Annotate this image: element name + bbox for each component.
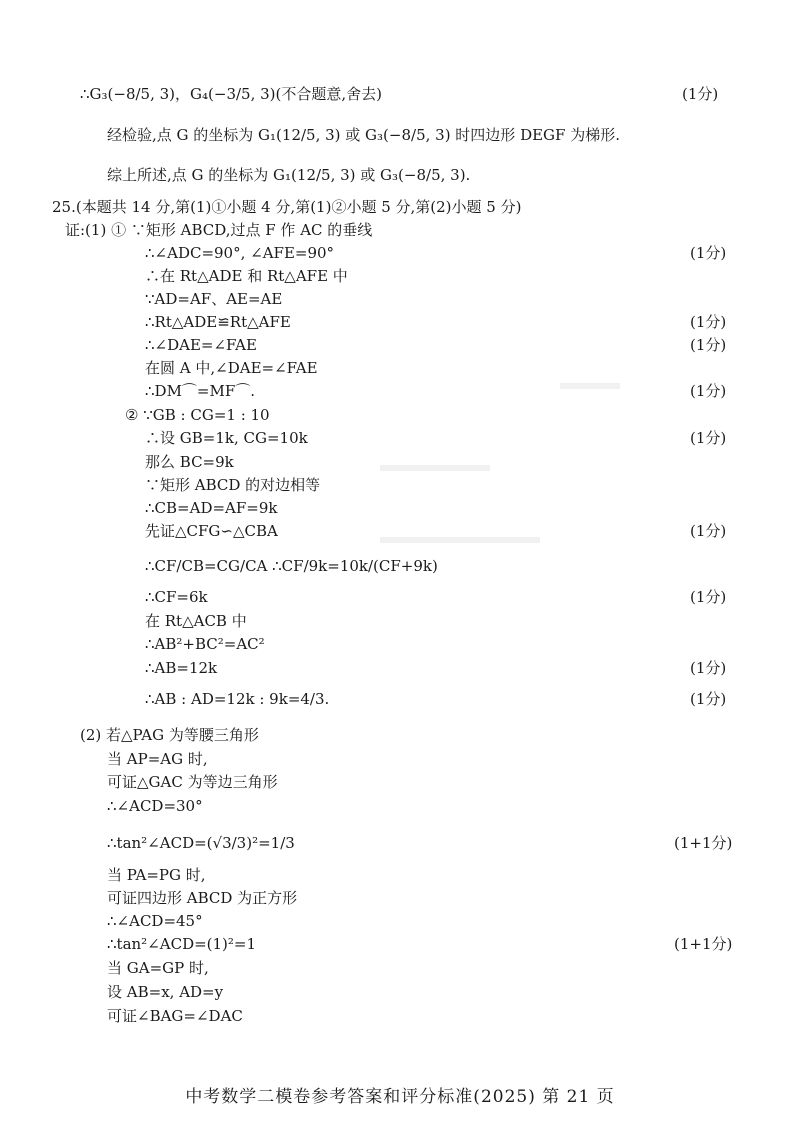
score-mark: (1分) [690, 244, 727, 262]
solution-line: ∴CF=6k [145, 588, 208, 606]
solution-line: ∴∠ADC=90°, ∠AFE=90° [145, 244, 335, 262]
score-mark: (1分) [690, 522, 727, 540]
solution-line: ∴tan²∠ACD=(1)²=1 [107, 935, 257, 953]
scan-smudge [560, 383, 620, 389]
solution-line: ∵AD=AF、AE=AE [145, 290, 283, 308]
solution-line: 在 Rt△ACB 中 [145, 612, 247, 630]
scan-smudge [380, 465, 490, 471]
solution-line: ∴G₃(−8/5, 3)，G₄(−3/5, 3)(不合题意,舍去) [80, 85, 382, 103]
solution-line: ∴tan²∠ACD=(√3/3)²=1/3 [107, 834, 295, 852]
solution-line: 当 GA=GP 时, [107, 959, 209, 977]
solution-line: ② ∵GB : CG=1 : 10 [125, 406, 270, 424]
solution-line: ∴AB=12k [145, 659, 218, 677]
solution-line: ∴DM⌒=MF⌒. [145, 382, 256, 400]
page-footer: 中考数学二模卷参考答案和评分标准(2025) 第 21 页 [185, 1087, 615, 1107]
solution-line: ∵矩形 ABCD 的对边相等 [145, 476, 321, 494]
solution-line: ∴∠ACD=45° [107, 912, 203, 930]
solution-line: ∴设 GB=1k, CG=10k [145, 429, 308, 447]
solution-line: 当 AP=AG 时, [107, 750, 208, 768]
solution-line: 可证∠BAG=∠DAC [107, 1007, 243, 1025]
solution-line: 先证△CFG∽△CBA [145, 522, 278, 540]
score-mark: (1分) [690, 690, 727, 708]
solution-line: (2) 若△PAG 为等腰三角形 [80, 726, 259, 744]
score-mark: (1分) [690, 429, 727, 447]
solution-line: 当 PA=PG 时, [107, 866, 206, 884]
solution-line: 设 AB=x, AD=y [107, 983, 224, 1001]
solution-line: 经检验,点 G 的坐标为 G₁(12/5, 3) 或 G₃(−8/5, 3) 时四边形 DEGF 为梯形. [107, 126, 620, 144]
score-mark: (1+1分) [674, 834, 733, 852]
scan-smudge [380, 537, 540, 543]
solution-line: 可证△GAC 为等边三角形 [107, 773, 278, 791]
solution-line: ∴在 Rt△ADE 和 Rt△AFE 中 [145, 267, 348, 285]
solution-line: 证:(1) ① ∵矩形 ABCD,过点 F 作 AC 的垂线 [65, 221, 373, 239]
score-mark: (1分) [690, 588, 727, 606]
solution-line: 在圆 A 中,∠DAE=∠FAE [145, 359, 318, 377]
score-mark: (1分) [690, 659, 727, 677]
solution-line: ∴AB²+BC²=AC² [145, 635, 265, 653]
solution-line: 那么 BC=9k [145, 453, 234, 471]
solution-line: ∴CB=AD=AF=9k [145, 499, 278, 517]
question-header: 25.(本题共 14 分,第(1)①小题 4 分,第(1)②小题 5 分,第(2)小题 5 分) [52, 198, 522, 216]
solution-line: ∴CF/CB=CG/CA ∴CF/9k=10k/(CF+9k) [145, 557, 438, 575]
score-mark: (1分) [690, 313, 727, 331]
solution-line: ∴∠DAE=∠FAE [145, 336, 257, 354]
score-mark: (1+1分) [674, 935, 733, 953]
solution-line: ∴AB : AD=12k : 9k=4/3. [145, 690, 330, 708]
solution-line: 可证四边形 ABCD 为正方形 [107, 889, 298, 907]
solution-line: ∴∠ACD=30° [107, 797, 203, 815]
solution-line: ∴Rt△ADE≌Rt△AFE [145, 313, 291, 331]
score-mark: (1分) [682, 85, 719, 103]
solution-line: 综上所述,点 G 的坐标为 G₁(12/5, 3) 或 G₃(−8/5, 3). [107, 166, 471, 184]
score-mark: (1分) [690, 382, 727, 400]
score-mark: (1分) [690, 336, 727, 354]
